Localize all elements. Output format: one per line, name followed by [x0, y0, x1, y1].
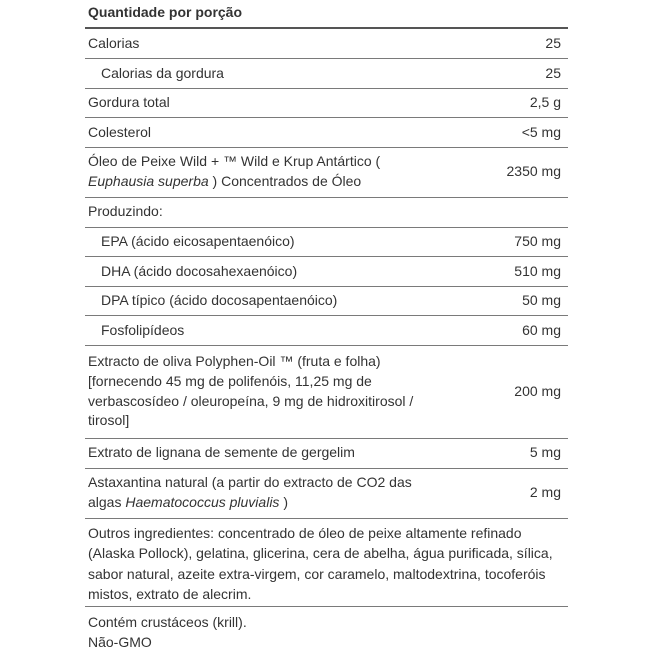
nutrient-row-phospholipids — [85, 316, 568, 346]
nutrient-value: 2350 mg — [506, 163, 561, 180]
nutrient-row-sesame-lignan — [85, 439, 568, 469]
serving-amount-header: Quantidade por porção — [85, 0, 568, 29]
nutrient-label: Gordura total — [88, 94, 170, 110]
nutrient-label — [85, 152, 424, 192]
label-text: Astaxantina natural (a partir do extracto de CO2 das algas — [88, 474, 412, 510]
nutrient-row-astaxanthin — [85, 469, 568, 519]
nutrient-label: DHA (ácido docosahexaenóico) — [101, 262, 298, 279]
nutrient-row-cholesterol — [85, 118, 568, 148]
nutrient-row-dha — [85, 257, 568, 287]
nutrient-label: EPA (ácido eicosapentaenóico) — [101, 233, 295, 249]
other-ingredients: Outros ingredientes: concentrado de óleo de peixe altamente refinado (Alaska Pollock), gelatina, glicerina, cera de abelha, água purificada, sílica, sabor natural, azeite extra-virgem, cor caramelo, maltodextrina, tocoferóis mistos, extrato de alecrim. — [85, 519, 568, 607]
nutrient-label: Produzindo: — [88, 203, 163, 220]
supplement-facts-table — [85, 0, 568, 652]
nutrient-value: 60 mg — [522, 321, 561, 338]
label-text: ) Concentrados de Óleo — [212, 173, 362, 189]
label-species: Haematococcus pluvialis — [125, 494, 280, 510]
nutrient-label: Extrato de lignana de semente de gergelim — [88, 444, 355, 461]
allergen-footer — [85, 607, 568, 652]
label-species: Euphausia superba — [88, 173, 209, 189]
non-gmo-statement: Não-GMO — [88, 633, 152, 650]
nutrient-label: Calorias — [88, 34, 140, 51]
nutrient-value: 5 mg — [529, 444, 561, 461]
nutrient-row-olive-extract — [85, 346, 568, 439]
nutrient-row-epa — [85, 228, 568, 258]
nutrient-value: 2 mg — [529, 484, 561, 501]
nutrient-value: 200 mg — [514, 382, 561, 399]
nutrient-value: 50 mg — [522, 292, 561, 308]
nutrient-label: Fosfolipídeos — [101, 321, 185, 338]
nutrient-value: <5 mg — [521, 123, 561, 140]
nutrient-row-yielding — [85, 198, 568, 228]
nutrient-row-calories-from-fat — [85, 59, 568, 89]
nutrient-label: DPA típico (ácido docosapentaenóico) — [101, 292, 338, 308]
nutrient-row-dpa — [85, 287, 568, 317]
nutrient-label: Extracto de oliva Polyphen-Oil ™ (fruta e folha) [fornecendo 45 mg de polifenóis, 11,25 mg de verbascosídeo / oleuropeína, 9 mg de hidroxitirosol / tirosol] — [88, 352, 414, 429]
nutrient-value: 750 mg — [514, 233, 561, 249]
label-text: Óleo de Peixe Wild + ™ Wild e Krup Antártico ( — [88, 153, 381, 170]
nutrient-row-total-fat — [85, 89, 568, 119]
nutrient-row-calories — [85, 29, 568, 59]
nutrient-label: Calorias da gordura — [101, 64, 224, 81]
allergen-statement: Contém crustáceos (krill). — [88, 613, 247, 630]
nutrient-row-fish-krill-oil — [85, 148, 568, 198]
nutrient-value: 2,5 g — [529, 94, 561, 110]
nutrient-value: 510 mg — [514, 262, 561, 279]
nutrient-value: 25 — [545, 64, 561, 81]
label-text: ) — [283, 494, 288, 510]
nutrient-label: Colesterol — [88, 123, 152, 140]
nutrient-value: 25 — [545, 34, 561, 51]
nutrient-label — [85, 473, 428, 513]
